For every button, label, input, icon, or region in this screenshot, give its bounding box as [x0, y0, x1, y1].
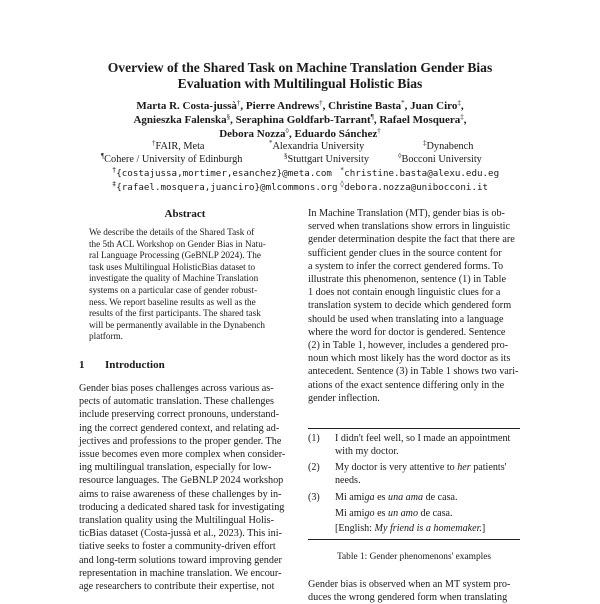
affiliation-text: Stuttgart University — [287, 154, 370, 165]
authors-line-2: Agnieszka Falenska§, Seraphina Goldfarb-Tarrant¶, Rafael Mosquera‡, — [133, 113, 467, 126]
example-emphasis: My friend is a homemaker. — [374, 523, 482, 534]
example-text: de casa. — [423, 492, 458, 503]
intro-right-column-continued — [308, 578, 523, 604]
author-name: Debora Nozza — [219, 128, 286, 140]
email-text: {rafael.mosquera,juanciro}@mlcommons.org — [116, 182, 338, 193]
email-mark: ‡ — [112, 180, 117, 188]
author-name: Rafael Mosquera — [379, 114, 461, 126]
body-line: troducing a dedicated shared task for investigating — [79, 501, 285, 513]
affiliation-text: Dynabench — [426, 141, 474, 152]
example-2-number: (2) — [308, 462, 320, 473]
abstract-body — [89, 227, 280, 343]
table-bottom-rule — [308, 539, 520, 540]
body-line: aims to raise awareness of these challenges by in- — [79, 488, 282, 500]
affiliation-text: Bocconi University — [401, 154, 482, 165]
abstract-line: platform. — [89, 331, 123, 342]
body-line: where the word for doctor is gendered. Sentence — [308, 326, 506, 338]
example-text: es — [374, 508, 389, 519]
affiliation-text: FAIR, Meta — [155, 141, 205, 152]
body-line: a system to infer the correct gendered forms. To — [308, 260, 504, 272]
affiliation-bocconi — [398, 154, 482, 166]
body-line: gender determination despite the fact that there are — [308, 234, 515, 246]
body-line: ations of the exact sentence differing only in the — [308, 379, 505, 391]
example-1-number: (1) — [308, 433, 320, 444]
author-mark: * — [401, 99, 405, 107]
intro-left-column — [79, 382, 294, 593]
table-top-rule — [308, 428, 520, 429]
author-name: Eduardo Sánchez — [294, 128, 378, 140]
body-line: (2) in Table 1, however, includes a gendered pro- — [308, 340, 509, 352]
body-line: issue becomes even more complex when consider- — [79, 449, 286, 461]
body-line: noun which most likely has the word doctor as its — [308, 353, 511, 365]
table-caption: Table 1: Gender phenomenons' examples — [336, 552, 492, 562]
body-line: representation in machine translation. We encour- — [79, 567, 282, 579]
affiliation-mark: ¶ — [101, 152, 105, 160]
example-1-line-2: with my doctor. — [335, 446, 399, 457]
authors-line-3: Debora Nozza◊, Eduardo Sánchez† — [219, 127, 381, 140]
email-text: debora.nozza@unibocconi.it — [344, 182, 489, 193]
body-line: sufficient gender clues in the source content for — [308, 247, 502, 259]
affiliation-stuttgart — [284, 154, 369, 166]
example-text: My doctor is very attentive to — [335, 462, 458, 473]
author-mark: † — [377, 127, 381, 135]
affiliation-mark: § — [284, 152, 288, 160]
abstract-heading: Abstract — [164, 208, 206, 220]
affiliation-mark: ‡ — [423, 139, 427, 147]
author-mark: ‡ — [457, 99, 461, 107]
abstract-line: will be permanently available in the Dynabench — [89, 319, 266, 330]
author-list — [0, 99, 600, 141]
author-name: Marta R. Costa-jussà — [136, 100, 237, 112]
body-line: should be used when translating into a language — [308, 313, 504, 325]
example-emphasis: g — [364, 492, 370, 503]
body-line: gender inflection. — [308, 392, 380, 404]
author-mark: ◊ — [285, 127, 289, 135]
body-line: ing the correct gendered context, and relating ad- — [79, 422, 280, 434]
abstract-line: systems on a particular case of gender robust- — [89, 284, 258, 295]
body-line: resource languages. The GeBNLP 2024 workshop — [79, 475, 284, 487]
body-line: include preserving correct pronouns, understand- — [79, 409, 280, 421]
email-mark: † — [112, 166, 117, 174]
example-3-feminine — [335, 491, 458, 504]
affiliation-text: Alexandria University — [272, 141, 365, 152]
example-text: de casa. — [418, 508, 453, 519]
author-name: Agnieszka Falenska — [133, 114, 227, 126]
body-line: Gender bias is observed when an MT system pro- — [308, 579, 511, 590]
author-mark: § — [226, 113, 231, 121]
author-mark: ‡ — [460, 113, 464, 121]
body-line: 1 does not contain enough linguistic clues for a — [308, 287, 501, 299]
author-mark: ¶ — [370, 113, 374, 121]
example-3-masculine — [335, 507, 453, 520]
author-name: Seraphina Goldfarb-Tarrant — [235, 114, 371, 126]
example-3-english — [335, 522, 485, 535]
body-line: jectives and professions to the proper gender. The — [79, 435, 282, 447]
section-heading-introduction — [79, 359, 165, 371]
affiliation-cohere — [101, 154, 242, 166]
example-2-line-2: needs. — [335, 475, 361, 486]
section-title: Introduction — [105, 359, 165, 371]
author-name: Juan Ciro — [410, 100, 458, 112]
abstract-line: ness. We report baseline results as well as the — [89, 296, 256, 307]
example-emphasis: una ama — [388, 492, 424, 503]
example-emphasis: un amo — [388, 508, 419, 519]
body-line: duces the wrong gendered form when translating — [308, 592, 508, 604]
body-line: pects of automatic translation. These challenges — [79, 396, 275, 408]
abstract-line: task uses Multilingual HolisticBias dataset to — [89, 261, 256, 272]
body-line: served when translations show errors in linguistic — [308, 221, 511, 233]
example-emphasis: o — [369, 508, 375, 519]
body-line: Gender bias poses challenges across various as- — [79, 383, 274, 394]
example-text: [English: — [335, 523, 375, 534]
email-text: christine.basta@alexu.edu.eg — [344, 168, 500, 179]
example-text: Mi ami — [335, 508, 365, 519]
example-2-line-1 — [335, 461, 506, 474]
author-name: Pierre Andrews — [245, 100, 320, 112]
abstract-line: We describe the details of the Shared Task of — [89, 227, 255, 237]
example-text: ] — [481, 523, 486, 534]
example-text: Mi ami — [335, 492, 365, 503]
email-text: {costajussa,mortimer,esanchez}@meta.com — [116, 168, 332, 179]
body-line: translation quality using the Multilingual Holis- — [79, 515, 274, 527]
example-emphasis: g — [364, 508, 370, 519]
body-line: illustrate this phenomenon, sentence (1) in Table — [308, 274, 506, 286]
author-name: Christine Basta — [328, 100, 402, 112]
body-line: translation system to decide which gendered form — [308, 300, 512, 312]
email-mlcommons — [112, 182, 337, 194]
body-line: and long-term solutions toward improving gender — [79, 554, 282, 566]
title-line-2: Evaluation with Multilingual Holistic Bias — [177, 76, 423, 91]
abstract-line: results of the first participants. The shared task — [89, 308, 261, 319]
example-1-line-1: I didn't feel well, so I made an appointment — [335, 433, 511, 444]
abstract-line: the 5th ACL Workshop on Gender Bias in Natu- — [89, 238, 266, 249]
affiliation-fair — [152, 141, 205, 153]
affiliation-mark: † — [152, 139, 156, 147]
body-line: ing multilingual translation, especially for low- — [79, 462, 272, 474]
affiliation-text: Cohere / University of Edinburgh — [104, 154, 243, 165]
authors-line-1: Marta R. Costa-jussà†, Pierre Andrews†, Christine Basta*, Juan Ciro‡, — [136, 99, 464, 112]
section-number: 1 — [79, 359, 85, 371]
author-mark: † — [236, 99, 241, 107]
email-mark: * — [340, 166, 345, 174]
author-mark: † — [319, 99, 323, 107]
body-line: age researchers to contribute their expertise, not — [79, 581, 275, 593]
email-meta — [112, 168, 332, 180]
body-line: tiative seeks to foster a community-driven effort — [79, 541, 276, 553]
example-text: patients' — [470, 462, 507, 473]
email-bocconi — [340, 182, 488, 194]
body-line: antecedent. Sentence (3) in Table 1 shows two vari- — [308, 366, 519, 378]
body-line: In Machine Translation (MT), gender bias is ob- — [308, 208, 505, 219]
paper-title — [0, 60, 600, 92]
example-text: es — [374, 492, 389, 503]
example-3-number: (3) — [308, 492, 320, 503]
title-line-1: Overview of the Shared Task on Machine Translation Gender Bias — [107, 60, 493, 75]
example-emphasis: her — [457, 462, 471, 473]
affiliation-dynabench — [423, 141, 473, 153]
abstract-line: ral Language Processing (GeBNLP 2024). The — [89, 250, 261, 261]
abstract-line: investigate the quality of Machine Translation — [89, 273, 259, 284]
body-line: ticBias dataset (Costa-jussà et al., 2023). This ini- — [79, 528, 282, 540]
example-emphasis: a — [369, 492, 375, 503]
affiliation-mark: * — [269, 139, 273, 147]
email-mark: ◊ — [340, 180, 345, 188]
email-alexu — [340, 168, 499, 180]
intro-right-column — [308, 207, 523, 405]
affiliation-mark: ◊ — [398, 152, 402, 160]
